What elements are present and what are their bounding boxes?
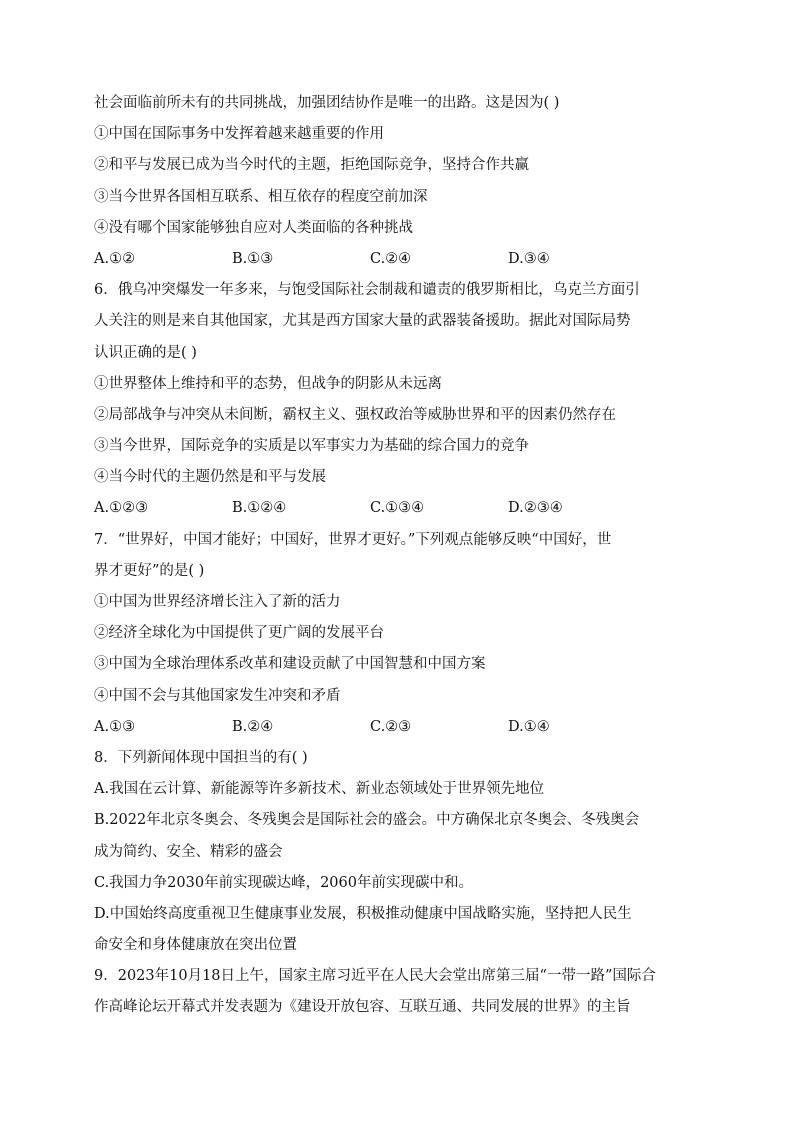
question-stem: 作高峰论坛开幕式并发表题为《建设开放包容、互联互通、共同发展的世界》的主旨 [94, 999, 631, 1016]
option-a: A.①③ [94, 718, 136, 735]
document-page [94, 88, 704, 1024]
statement-item: ④当今时代的主题仍然是和平与发展 [94, 469, 326, 486]
choice-line: 命安全和身体健康放在突出位置 [94, 937, 297, 954]
option-b: B.①②④ [232, 500, 287, 517]
answer-options [94, 244, 704, 275]
question-stem: 人关注的则是来自其他国家，尤其是西方国家大量的武器装备援助。据此对国际局势 [94, 313, 631, 330]
option-d: D.②③④ [508, 500, 563, 517]
option-d: D.①④ [508, 718, 550, 735]
statement-item: ③中国为全球治理体系改革和建设贡献了中国智慧和中国方案 [94, 656, 486, 673]
choice-line: A.我国在云计算、新能源等许多新技术、新业态领域处于世界领先地位 [94, 781, 545, 798]
statement-item: ②局部战争与冲突从未间断，霸权主义、强权政治等威胁世界和平的因素仍然存在 [94, 406, 616, 423]
option-d: D.③④ [508, 250, 550, 267]
option-c: C.②④ [370, 250, 412, 267]
statement-item: ③当今世界，国际竞争的实质是以军事实力为基础的综合国力的竞争 [94, 438, 529, 455]
option-a: A.①②③ [94, 500, 149, 517]
statement-item: ③当今世界各国相互联系、相互依存的程度空前加深 [94, 188, 428, 205]
answer-options [94, 712, 704, 743]
statement-item: ④中国不会与其他国家发生冲突和矛盾 [94, 687, 341, 704]
choice-line: D.中国始终高度重视卫生健康事业发展，积极推动健康中国战略实施，坚持把人民生 [94, 905, 632, 922]
question-stem: 社会面临前所未有的共同挑战，加强团结协作是唯一的出路。这是因为( ) [94, 95, 560, 111]
question-stem: 9．2023年10月18日上午，国家主席习近平在人民大会堂出席第三届“一带一路”国际合 [94, 968, 656, 985]
option-a: A.①② [94, 250, 136, 267]
question-7 [94, 525, 704, 743]
choice-line: C.我国力争2030年前实现碳达峰，2060年前实现碳中和。 [94, 874, 473, 891]
choice-line: B.2022年北京冬奥会、冬残奥会是国际社会的盛会。中方确保北京冬奥会、冬残奥会 [94, 812, 640, 829]
option-b: B.①③ [232, 250, 274, 267]
statement-item: ②和平与发展已成为当今时代的主题，拒绝国际竞争，坚持合作共赢 [94, 157, 529, 174]
option-b: B.②④ [232, 718, 274, 735]
option-c: C.①③④ [370, 500, 425, 517]
option-c: C.②③ [370, 718, 412, 735]
statement-item: ①世界整体上维持和平的态势，但战争的阴影从未远离 [94, 375, 442, 392]
question-stem: 6．俄乌冲突爆发一年多来，与饱受国际社会制裁和谴责的俄罗斯相比，乌克兰方面引 [94, 282, 640, 299]
statement-item: ④没有哪个国家能够独自应对人类面临的各种挑战 [94, 219, 413, 236]
question-stem: 界才更好”的是( ) [94, 562, 205, 579]
question-6 [94, 275, 704, 525]
question-stem: 8．下列新闻体现中国担当的有( ) [94, 749, 308, 766]
question-8 [94, 743, 704, 961]
question-stem: 认识正确的是( ) [94, 344, 197, 361]
statement-item: ①中国在国际事务中发挥着越来越重要的作用 [94, 126, 384, 143]
choice-line: 成为简约、安全、精彩的盛会 [94, 843, 283, 860]
statement-item: ②经济全球化为中国提供了更广阔的发展平台 [94, 625, 384, 642]
question-stem: 7．“世界好，中国才能好；中国好，世界才更好。”下列观点能够反映“中国好，世 [94, 531, 612, 548]
statement-item: ①中国为世界经济增长注入了新的活力 [94, 594, 341, 610]
question-5 [94, 88, 704, 275]
answer-options [94, 493, 704, 524]
question-9 [94, 961, 704, 1023]
